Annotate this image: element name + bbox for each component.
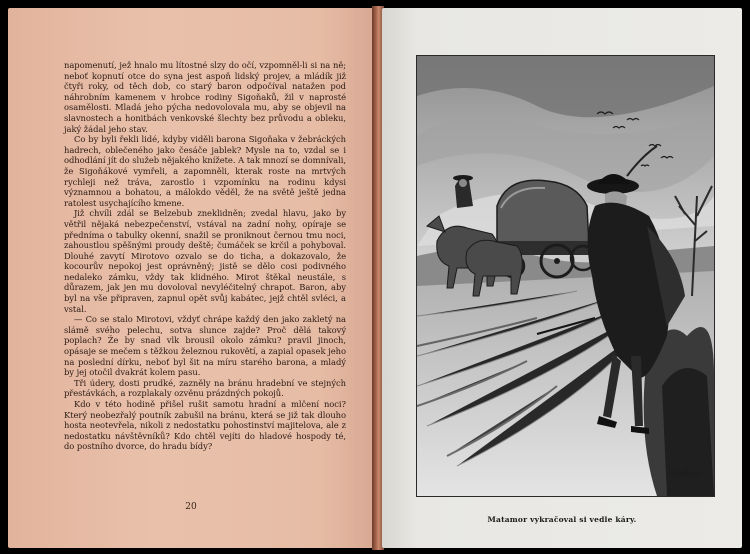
paragraph: Co by byli řekli lidé, kdyby viděli barona Sigoňaka v žebráckých hadrech, oblečeného jako česáče jablek? Mysle na to, vzdal se i odhodlání jít do služeb nějakého knížete. A tak mnozí se domnívali, že Sigoňákové vymřeli, a zapomněli, kterak roste na mrtvých rychleji než tráva, zarostlo i vzpomínku na rodinu kdysi významnou a bohatou, a málokdo věděl, že na světě ještě jedna ratolest usychajícího kmene. — [64, 134, 346, 208]
illustration-caption: Matamor vykračoval si vedle káry. — [487, 515, 637, 524]
right-page — [382, 8, 742, 548]
left-page — [8, 8, 374, 548]
page-number: 20 — [185, 502, 197, 512]
paragraph: — Co se stalo Mirotovi, vždyť chrápe každý den jako zakletý na slámě svého pelechu, sotva slunce zajde? Proč dělá takový poplach? Že by snad vlk brousil okolo zámku? pravil jinoch, opásaje se mečem s těžkou železnou rukovětí, a zapial opasek jeho na poslední dírku, neboť byl šit na míru starého barona, a mladý by jej otočil dvakrát kolem pasu. — [64, 314, 346, 378]
paragraph: napomenutí, jež hnalo mu lítostné slzy do očí, vzpomněl-li si na ně; neboť kopnutí otce do syna jest aspoň lidský projev, a mládík již čtyři roky, od těch dob, co starý baron odpočíval natažen pod náhrobním kamenem v hrobce rodiny Sigoňaků, žil v naprosté osamělosti. Mladá jeho pýcha nedovolovala mu, aby se objevil na slavnostech a honitbách venkovské šlechty bez průvodu a obleku, jaký žádal jeho stav. — [64, 60, 346, 134]
paragraph: Kdo v této hodině přišel rušit samotu hradní a mlčení noci? Který neobezřalý poutník zabušil na bránu, která se již tak dlouho hosta neotevřela, nikoli z nedostatku pohostinství majitelova, ale z nedostatku návštěvníků? Kdo chtěl vejíti do hladové hospody té, do postního dvorce, do hradu bídy? — [64, 399, 346, 452]
artist-signature: Forkey — [672, 469, 700, 478]
body-text — [64, 60, 346, 452]
illustration-plate — [416, 55, 715, 497]
paragraph: Již chvíli zdál se Belzebub zneklidněn; zvedal hlavu, jako by větřil nějaká nebezpečenství, vstával na zadní nohy, opíraje se předníma o tabulky okenní, snažil se proniknout černou tmu noci, zahoustlou spěšnými proudy deště; čumáček se krčil a pohyboval. Dlouhé zavytí Mirotovo ozvalo se do ticha, a dokazovalo, že kocourův nepokoj jest oprávněný; jistě se dělo cosi podivného nedaleko zámku, vždy tak klidného. Mirot štěkal neustále, s důrazem, jak jen mu dovoloval nevyléčitelný chrapot. Baron, aby byl na vše připraven, zapnul opět svůj kabátec, jejž chtěl svléci, a vstal. — [64, 208, 346, 314]
engraving-illustration — [417, 56, 714, 496]
paragraph: Tři údery, dosti prudké, zazněly na bránu hradební ve stejných přestávkách, a rozplakaly ozvěnu prázdných pokojů. — [64, 377, 346, 399]
